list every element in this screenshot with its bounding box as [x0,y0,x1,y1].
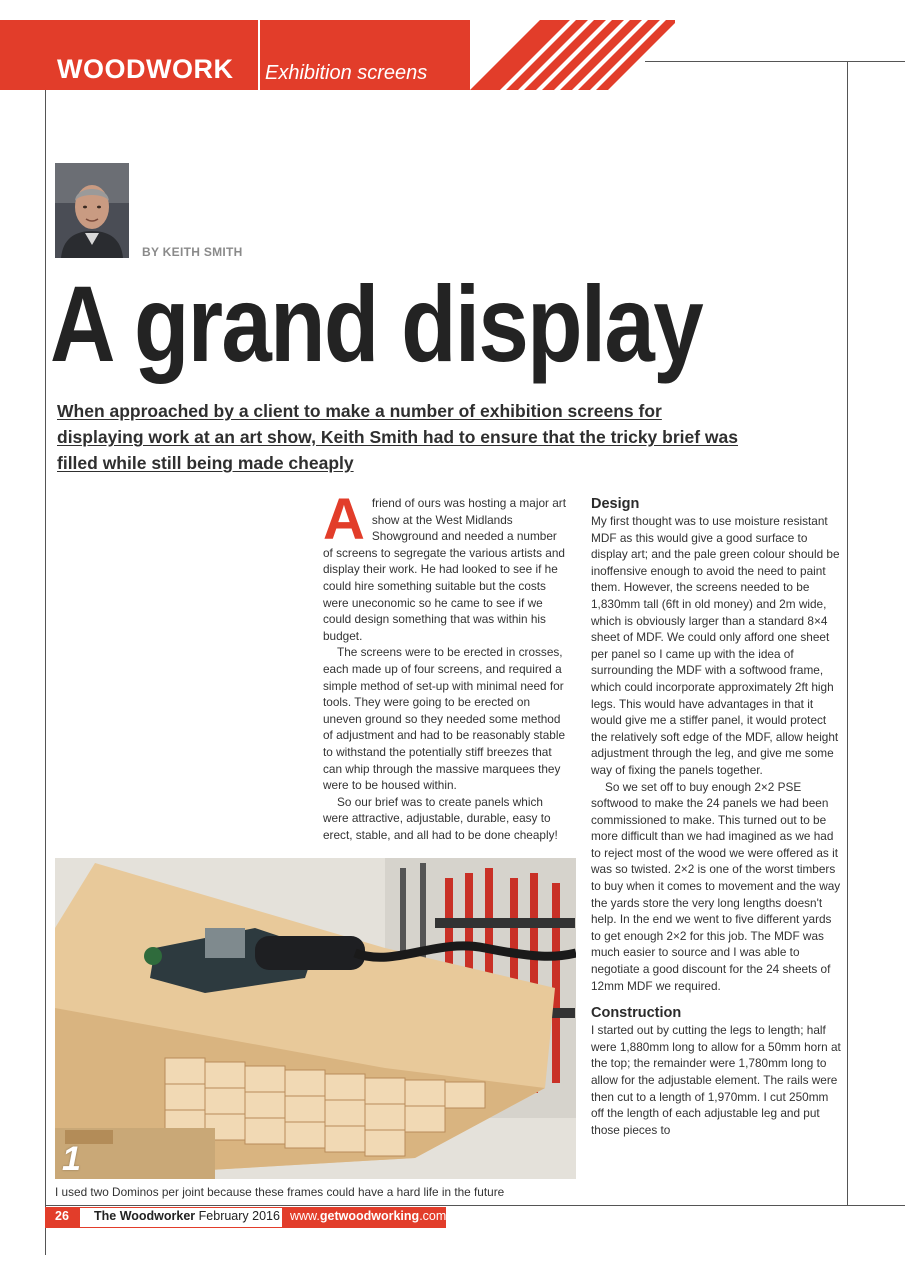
web-suffix: .com [419,1209,447,1223]
paragraph: So we set off to buy enough 2×2 PSE softwood to make the 24 panels we had been commissioned to make. This turned out to be more difficult than we had imagined as we had to reject most of the wood we were offered as it was so twisted. 2×2 is one of the worst timbers to buy when it comes to movement and the way the yards store the very long lengths doesn't help. In the end we went to five different yards to get enough 2×2 for this job. The MDF was much easier to source and I was able to negotiate a good discount for the 24 sheets of 12mm MDF we required. [591,779,841,993]
section-title: WOODWORK [57,54,234,84]
paragraph: The screens were to be erected in crosses, each made up of four screens, and required a simple method of set-up with minimal need for tools. They were going to be erected on uneven ground so they needed some method of adjustment and had to be reasonably stable to withstand the potentially stiff breezes that can whip through the massive marquees they were to be housed within. [323,645,566,793]
intro-paragraph [323,487,569,644]
author-portrait [55,163,129,258]
magazine-title [94,1209,280,1223]
headline: A grand display [50,263,702,384]
header-separator [258,20,260,90]
web-domain: getwoodworking [319,1209,420,1223]
web-prefix: www. [290,1209,320,1223]
paragraph: I started out by cutting the legs to length; half were 1,880mm long to allow for a 50mm horn at the top; the remainder were 1,780mm long to allow for the adjustable element. The rails were then cut to a length of 1,970mm. I cut 250mm off the length of each adjustable leg and put those pieces to [591,1023,841,1137]
page-number: 26 [55,1209,69,1223]
paragraph: My first thought was to use moisture resistant MDF as this would give a good surface to display art; and the pale green colour should be inoffensive enough to avoid the need to paint them. However, the screens needed to be 1,830mm tall (6ft in old money) and 2m wide, which is obviously larger than a standard 8×4 sheet of MDF. We could only afford one sheet per panel so I came up with the idea of surrounding the MDF with a softwood frame, which could incorporate approximately 2ft high legs. This would have advantages in that it would give me a stiffer panel, it would protect the relatively soft edge of the MDF, allow height adjustment through the leg, and give me some way of fixing the panels together. [591,514,840,777]
diagonal-stripes-graphic [470,20,675,90]
body-column-1 [323,487,569,843]
figure-caption: I used two Dominos per joint because these frames could have a hard life in the future [55,1185,505,1199]
construction-heading: Construction [591,1005,682,1022]
standfirst: When approached by a client to make a number of exhibition screens for displaying work at an art show, Keith Smith had to ensure that the tricky brief was filled while still being made cheaply [57,401,739,473]
header-rule [645,61,905,62]
paragraph: So our brief was to create panels which were attractive, adjustable, durable, easy to erect, stable, and all had to be done cheaply! [323,794,558,842]
figure-number: 1 [62,1140,81,1178]
domino-jointer-on-timber-photo [55,858,576,1179]
issue-date: February 2016 [198,1209,280,1223]
right-margin-rule [847,61,848,1206]
magazine-name: The Woodworker [94,1209,196,1223]
footer-rule [45,1205,905,1206]
design-heading: Design [591,496,640,512]
body-column-2 [591,495,841,1138]
website-link[interactable] [290,1209,446,1223]
left-margin-rule [45,90,46,1255]
intro-text: friend of ours was hosting a major art show at the West Midlands Showground and needed a number of screens to segregate the various artists and display their work. He had looked to see if he could hire something suitable but the costs were uneconomic so he came to see if we could design something that was within his budget. [323,496,566,643]
section-subtitle: Exhibition screens [265,62,428,84]
drop-cap: A [323,487,365,552]
byline: BY KEITH SMITH [142,245,243,259]
